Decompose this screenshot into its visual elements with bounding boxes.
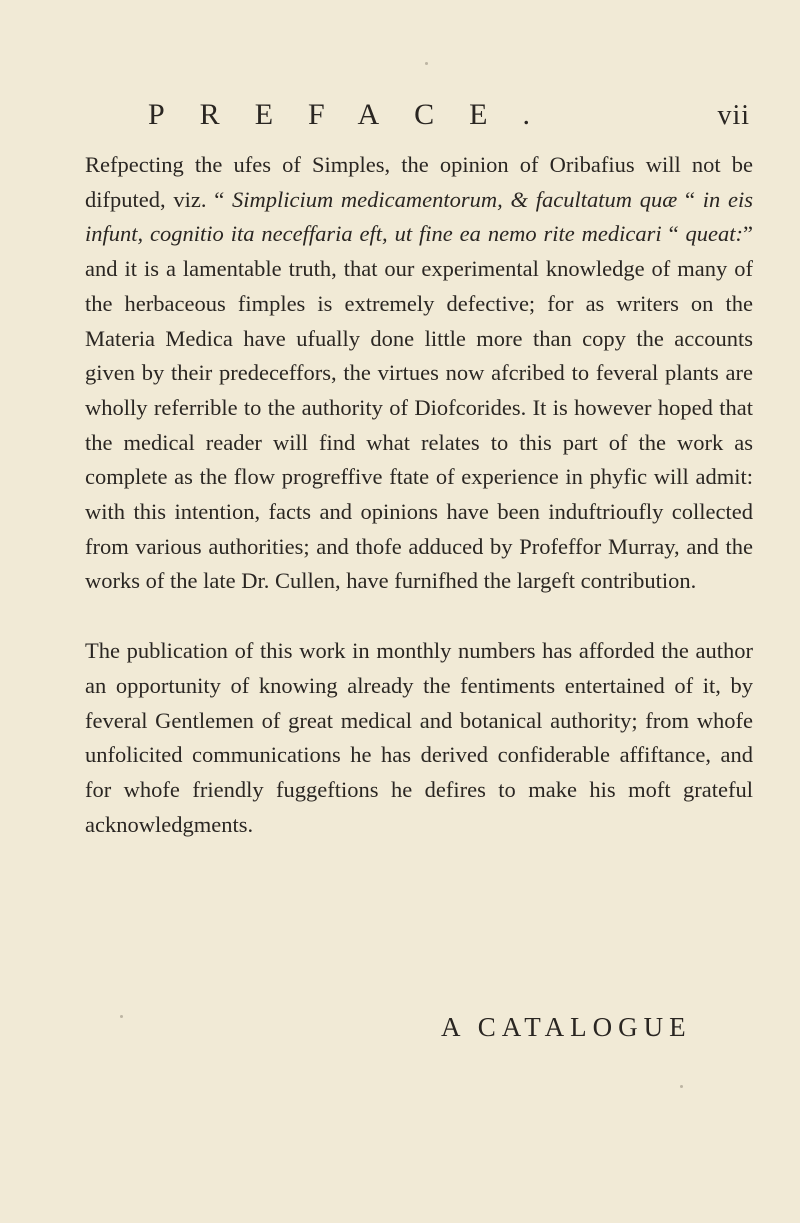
paper-speck — [120, 1015, 123, 1018]
paper-speck — [425, 62, 428, 65]
text-run: ” and it is a lamentable truth, that our experimental knowledge of many of the herbaceous fimples is extremely defective; for as writers on the Materia Medica have ufually done little more than copy the accounts given by their predeceffors, the virtues now afcribed to feveral plants are wholly referrible to the authority of Diofcorides. It is however hoped that the medical reader will find what relates to this part of the work as complete as the flow progreffive ftate of experience in phyfic will admit: with this intention, facts and opinions have been induftrioufly collected from various authorities; and thofe adduced by Profeffor Murray, and the works of the late Dr. Cullen, have furnifhed the largeft contribution. — [85, 221, 753, 594]
text-run: The publication of this work in monthly numbers has afforded the author an opportunity of knowing already the fentiments entertained of it, by feveral Gentlemen of great medical and botanical authority; from whofe unfolicited communications he has derived confiderable affiftance, and for whofe friendly fuggeftions he defires to make his moft grateful acknowledgments. — [85, 638, 753, 837]
running-title: PREFACE. — [148, 98, 565, 131]
paragraph-2 — [85, 634, 753, 842]
paper-speck — [680, 1085, 683, 1088]
catchword: A CATALOGUE — [441, 1012, 692, 1042]
body-text — [85, 148, 753, 842]
paragraph-1 — [85, 148, 753, 599]
text-run: “ — [661, 221, 686, 247]
latin-quote: queat: — [685, 221, 743, 247]
text-run: “ — [677, 186, 703, 212]
page-header — [148, 98, 750, 142]
page-number: vii — [717, 100, 750, 131]
latin-quote: Simplicium medicamentorum, & facultatum quæ — [231, 186, 678, 212]
latin-quote: in eis infunt, cognitio ita neceffaria eft, ut fine ea nemo rite medicari — [85, 186, 753, 247]
text-run: Refpecting the ufes of Simples, the opinion of Oribafius will not be difputed, viz. “ — [85, 152, 753, 212]
